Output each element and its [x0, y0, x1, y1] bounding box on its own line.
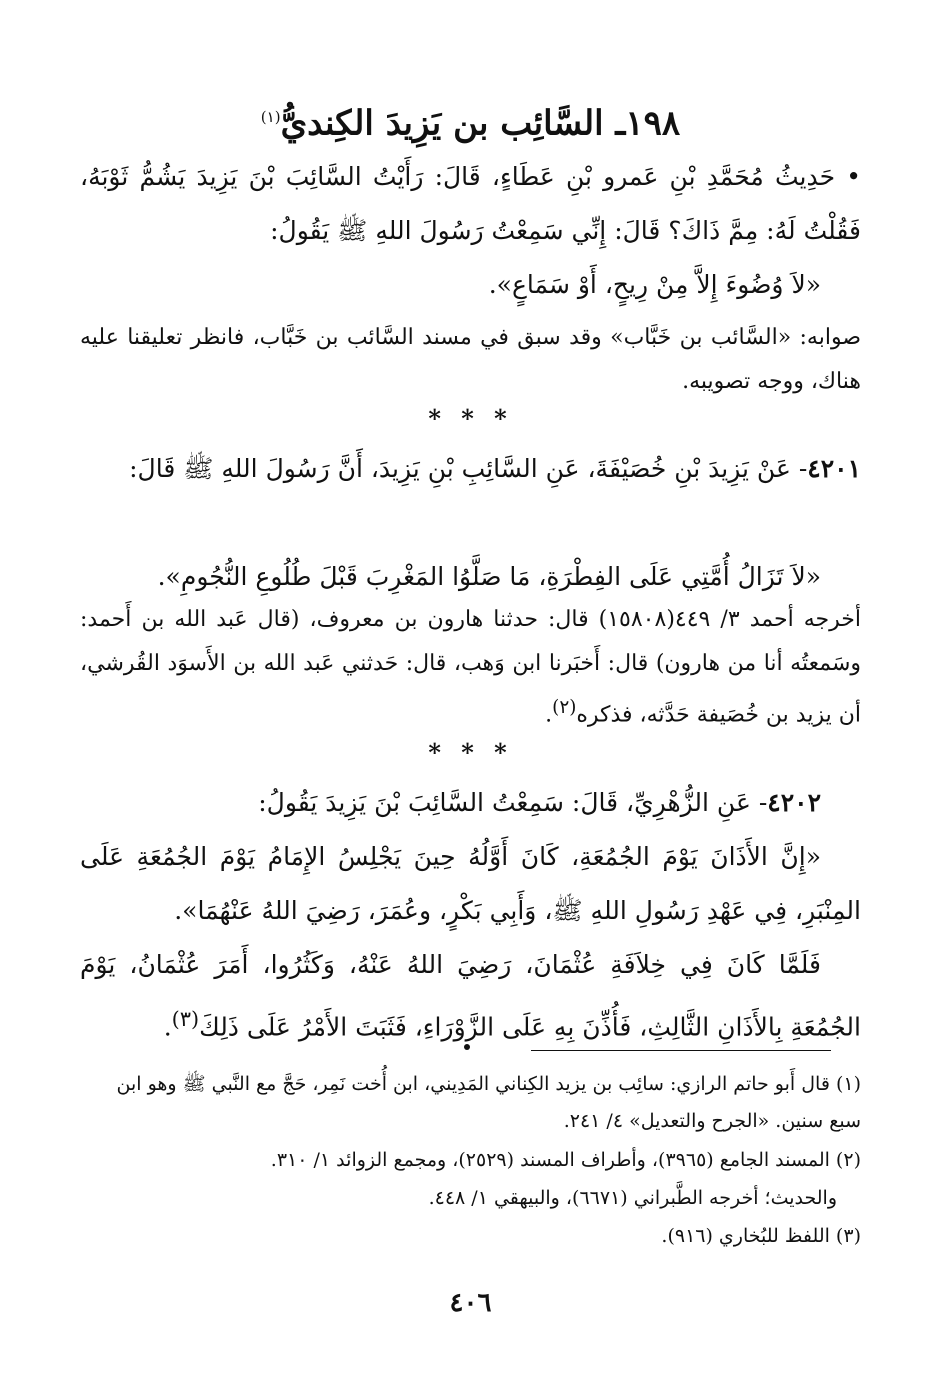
hadith-4201-source-text: أخرجه أحمد ٣/ ٤٤٩(١٥٨٠٨) قال: حدثنا هارون بن معروف، (قال عَبد الله بن أَحمد: وسَمعتُه أنا من هارون) قال: أَخبَرنا ابن وَهب، قال: حَدثني عَبد الله بن الأَسوَد القُرشي، أن يزيد بن خُصَيفة حَدَّثه، فذكره — [80, 607, 861, 728]
intro-hadith-quote: «لاَ وُضُوءَ إِلاَّ مِنْ رِيحٍ، أَوْ سَمَاعٍ». — [488, 270, 821, 299]
hadith-4201-quote: «لاَ تَزَالُ أُمَّتِي عَلَى الفِطْرَةِ، مَا صَلَّوُا المَغْرِبَ قَبْلَ طُلُوعِ النُّجُومِ». — [157, 562, 821, 591]
hadith-4202-continuation: فَلَمَّا كَانَ فِي خِلاَفَةِ عُثْمَانَ، رَضِيَ اللهُ عَنْهُ، وَكَثُرُوا، أَمَرَ عُثْمَانُ، يَوْمَ الجُمُعَةِ بِالأَذَانِ الثَّالِثِ، فَأُذِّنَ بِهِ عَلَى الزَّوْرَاءِ، فَثَبَتَ الأَمْرُ عَلَى ذَلِكَ$^{(٣)}$. — [80, 950, 861, 1042]
decorative-dot — [464, 1044, 470, 1050]
separator-1: * * * — [428, 404, 513, 433]
hadith-4201-footnote-marker: (٢) — [552, 697, 577, 718]
hadith-4201-body: - عَنْ يَزِيدَ بْنِ خُصَيْفَةَ، عَنِ السَّائِبِ بْنِ يَزِيدَ، أَنَّ رَسُولَ اللهِ ﷺ قَالَ: — [129, 454, 808, 483]
separator-2: * * * — [428, 738, 513, 767]
footnote-separator-rule — [531, 1050, 831, 1051]
footnote-2-continuation: والحديث؛ أخرجه الطَّبراني (٦٦٧١)، والبيهقي ١/ ٤٤٨. — [428, 1187, 837, 1209]
chapter-title — [80, 92, 861, 148]
intro-hadith-text: • حَدِيثُ مُحَمَّدِ بْنِ عَمرو بْنِ عَطَاءٍ، قَالَ: رَأَيْتُ السَّائِبَ بْنَ يَزِيدَ يَشُمُّ ثَوْبَهُ، فَقُلْتُ لَهُ: مِمَّ ذَاكَ؟ قَالَ: إِنِّي سَمِعْتُ رَسُولَ اللهِ ﷺ يَقُولُ: — [80, 162, 861, 245]
hadith-4202-continuation-text: فَلَمَّا كَانَ فِي خِلاَفَةِ عُثْمَانَ، رَضِيَ اللهُ عَنْهُ، وَكَثُرُوا، أَمَرَ عُثْمَانُ، يَوْمَ الجُمُعَةِ بِالأَذَانِ الثَّالِثِ، فَأُذِّنَ بِهِ عَلَى الزَّوْرَاءِ، فَثَبَتَ الأَمْرُ عَلَى ذَلِكَ — [80, 950, 861, 1042]
hadith-4202-number: ٤٢٠٢ — [767, 788, 821, 817]
hadith-4202-text — [80, 776, 861, 830]
title-footnote-marker: (١) — [260, 108, 281, 126]
hadith-4201-text — [80, 442, 861, 496]
intro-comment: صوابه: «السَّائب بن خَبَّاب» وقد سبق في مسند السَّائب بن خَبَّاب، فانظر تعليقنا عليه هناك، ووجه تصويبه. — [80, 325, 861, 394]
hadith-4202-quote: «إِنَّ الأَذَانَ يَوْمَ الجُمُعَةِ، كَانَ أَوَّلُهُ حِينَ يَجْلِسُ الإِمَامُ يَوْمَ الجُمُعَةِ عَلَى المِنْبَرِ، فِي عَهْدِ رَسُولِ اللهِ ﷺ، وَأَبِي بَكْرٍ، وعُمَرَ، رَضِيَ اللهُ عَنْهُمَا». — [80, 842, 861, 925]
footnote-1: (١) قال أَبو حاتم الرازي: سائِب بن يزيد الكِناني المَدِيني، ابن أُخت نَمِر، حَجَّ مع النَّبي ﷺ وهو ابن سبع سنين. «الجرح والتعديل» ٤/ ٢٤١. — [116, 1073, 861, 1132]
chapter-title-text: ١٩٨ـ السَّائِب بن يَزِيدَ الكِنديُّ — [280, 103, 681, 144]
hadith-4201-source: أخرجه أحمد ٣/ ٤٤٩(١٥٨٠٨) قال: حدثنا هارون بن معروف، (قال عَبد الله بن أَحمد: وسَمعتُه أنا من هارون) قال: أَخبَرنا ابن وَهب، قال: حَدثني عَبد الله بن الأَسوَد القُرشي، أن يزيد بن خُصَيفة حَدَّثه، فذكره$^{(٢)}$. — [80, 607, 861, 728]
hadith-4202-body: - عَنِ الزُّهْرِيِّ، قَالَ: سَمِعْتُ السَّائِبَ بْنَ يَزِيدَ يَقُولُ: — [258, 788, 768, 817]
footnote-2: (٢) المسند الجامع (٣٩٦٥)، وأطراف المسند (٢٥٢٩)، ومجمع الزوائد ١/ ٣١٠. — [270, 1149, 861, 1171]
page-number: ٤٠٦ — [449, 1288, 492, 1318]
hadith-4202-footnote-marker: (٣) — [171, 1007, 200, 1031]
footnote-3: (٣) اللفظ للبُخاري (٩١٦). — [661, 1225, 861, 1247]
hadith-4201-number: ٤٢٠١ — [807, 454, 861, 483]
